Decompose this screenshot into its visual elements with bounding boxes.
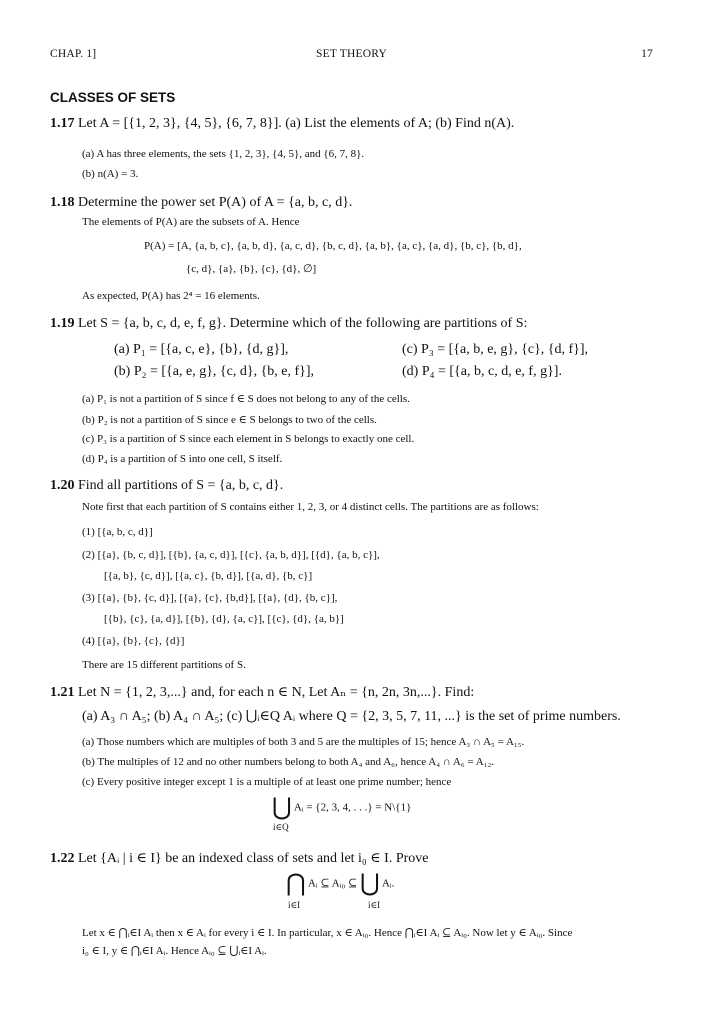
problem-statement: Determine the power set P(A) of A = {a, b, c, d}. [78,195,353,210]
solution-line: There are 15 different partitions of S. [82,659,246,671]
running-title: SET THEORY [316,48,387,60]
solution-line: (b) P₂ is not a partition of S since e ∈ S belongs to two of the cells. [82,414,377,426]
proof-line: i₀ ∈ I, y ∈ ⋂ᵢ∈I Aᵢ. Hence Aᵢ₀ ⊆ ⋃ᵢ∈I Aᵢ. [82,945,267,957]
power-set-line: {c, d}, {a}, {b}, {c}, {d}, ∅] [186,263,317,275]
problem-number: 1.17 [50,116,75,131]
problem-statement: Find all partitions of S = {a, b, c, d}. [78,478,284,493]
problem-1-19 [50,316,527,332]
power-set-line: P(A) = [A, {a, b, c}, {a, b, d}, {a, c, d}, {b, c, d}, {a, b}, {a, c}, {a, d}, {b, c}, {b, d}, [144,240,522,252]
partition-option: (c) P₃ = [{a, b, e, g}, {c}, {d, f}], [402,342,589,357]
problem-number: 1.20 [50,478,75,493]
equation-subscript: i∈I [368,900,381,910]
partition-option: (d) P₄ = [{a, b, c, d, e, f, g}]. [402,364,562,379]
partition-list-line: (3) [{a}, {b}, {c, d}], [{a}, {c}, {b,d}], [{a}, {d}, {b, c}], [82,592,338,604]
equation-text: Aᵢ = {2, 3, 4, . . .} = N\{1} [293,801,412,814]
problem-number: 1.22 [50,851,75,866]
problem-statement: Let S = {a, b, c, d, e, f, g}. Determine which of the following are partitions of S: [78,316,528,331]
solution-line: (a) P₁ is not a partition of S since f ∈ S does not belong to any of the cells. [82,393,410,405]
solution-line: (c) P₃ is a partition of S since each element in S belongs to exactly one cell. [82,433,415,445]
partition-list-line: (4) [{a}, {b}, {c}, {d}] [82,635,185,647]
page-number: 17 [641,48,653,60]
problem-1-21 [50,684,474,701]
solution-line: The elements of P(A) are the subsets of A. Hence [82,216,300,228]
problem-1-20 [50,478,283,494]
problem-1-17 [50,116,514,132]
partition-list-line: [{a, b}, {c, d}], [{a, c}, {b, d}], [{a, d}, {b, c}] [104,570,313,582]
partition-list-line: (1) [{a, b, c, d}] [82,526,153,538]
problem-number: 1.18 [50,195,75,210]
solution-line: (b) n(A) = 3. [82,168,139,180]
equation-text: Aᵢ ⊆ Aᵢ₀ ⊆ [307,877,358,890]
big-union-symbol: ⋃ [360,871,380,897]
partition-list-line: (2) [{a}, {b, c, d}], [{b}, {a, c, d}], [{c}, {a, b, d}], [{d}, {a, b, c}], [82,549,380,561]
problem-number: 1.19 [50,316,75,331]
problem-statement: Let N = {1, 2, 3,...} and, for each n ∈ N, Let Aₙ = {n, 2n, 3n,...}. Find: [78,685,475,700]
problem-subparts: (a) A₃ ∩ A₅; (b) A₄ ∩ A₅; (c) ⋃ᵢ∈Q Aᵢ where Q = {2, 3, 5, 7, 11, ...} is the set of prime numbers. [82,709,621,724]
partition-option: (b) P₂ = [{a, e, g}, {c, d}, {b, e, f}], [114,364,315,379]
solution-line: Note first that each partition of S contains either 1, 2, 3, or 4 distinct cells. The partitions are as follows: [82,501,539,513]
big-union-symbol: ⋃ [272,795,292,821]
display-equation [272,796,411,820]
display-equation [286,872,394,896]
section-title: CLASSES OF SETS [50,90,176,105]
equation-subscript: i∈I [288,900,301,910]
big-intersection-symbol: ⋂ [286,871,306,897]
solution-line: (c) Every positive integer except 1 is a multiple of at least one prime number; hence [82,776,452,788]
equation-subscript: i∈Q [273,822,289,832]
partition-list-line: [{b}, {c}, {a, d}], [{b}, {d}, {a, c}], [{c}, {d}, {a, b}] [104,613,344,625]
problem-number: 1.21 [50,685,75,700]
equation-text: Aᵢ. [381,877,395,890]
problem-statement: Let A = [{1, 2, 3}, {4, 5}, {6, 7, 8}]. (a) List the elements of A; (b) Find n(A). [78,116,515,131]
proof-line: Let x ∈ ⋂ᵢ∈I Aᵢ then x ∈ Aᵢ for every i ∈ I. In particular, x ∈ Aᵢ₀. Hence ⋂ᵢ∈I Aᵢ ⊆ Aᵢ₀. Now let y ∈ Aᵢ₀. Since [82,927,573,939]
solution-line: (a) Those numbers which are multiples of both 3 and 5 are the multiples of 15; hence A₃ ∩ A₅ = A₁₅. [82,736,525,748]
partition-option: (a) P₁ = [{a, c, e}, {b}, {d, g}], [114,342,289,357]
problem-statement: Let {Aᵢ | i ∈ I} be an indexed class of sets and let i₀ ∈ I. Prove [78,851,429,866]
chapter-label: CHAP. 1] [50,48,97,60]
solution-line: As expected, P(A) has 2⁴ = 16 elements. [82,290,260,302]
problem-1-22 [50,850,429,867]
problem-1-18 [50,195,352,211]
solution-line: (b) The multiples of 12 and no other numbers belong to both A₄ and A₆, hence A₄ ∩ A₆ = A₁₂. [82,756,495,768]
solution-line: (a) A has three elements, the sets {1, 2, 3}, {4, 5}, and {6, 7, 8}. [82,148,365,160]
solution-line: (d) P₄ is a partition of S into one cell, S itself. [82,453,283,465]
